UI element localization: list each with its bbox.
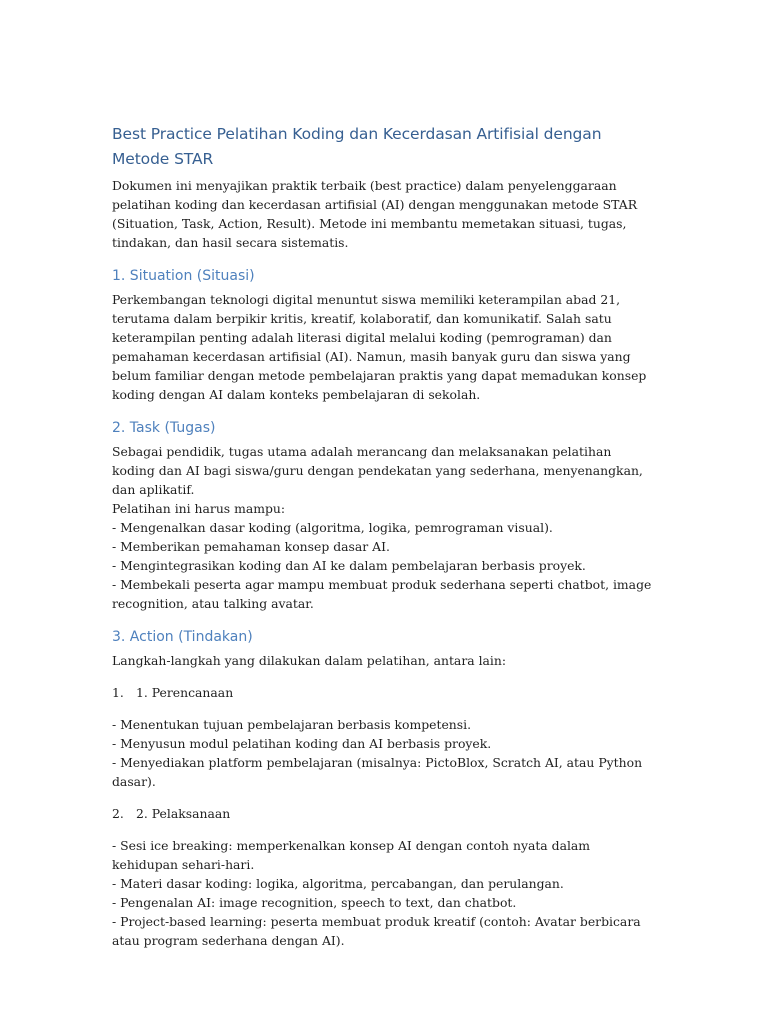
situation-heading: 1. Situation (Situasi)	[112, 268, 255, 284]
task-heading: 2. Task (Tugas)	[112, 420, 216, 436]
action-intro: Langkah-langkah yang dilakukan dalam pelatihan, antara lain:	[112, 653, 507, 668]
task-paragraph: Sebagai pendidik, tugas utama adalah merancang dan melaksanakan pelatihan koding dan AI bagi siswa/guru dengan pendekatan yang sederhana, menyenangkan, dan aplikatif. Pelatihan ini harus mampu: - Mengenalkan dasar koding (algoritma, logika, pemrograman visual). - Memberikan pemahaman konsep dasar AI. - Mengintegrasikan koding dan AI ke dalam pembelajaran berbasis proyek. - Membekali peserta agar mampu membuat produk sederhana seperti chatbot, image recognition, atau talking avatar.	[112, 444, 652, 611]
situation-paragraph: Perkembangan teknologi digital menuntut siswa memiliki keterampilan abad 21, terutama dalam berpikir kritis, kreatif, kolaboratif, dan komunikatif. Salah satu keterampilan penting adalah literasi digital melalui koding (pemrograman) dan pemahaman kecerdasan artifisial (AI). Namun, masih banyak guru dan siswa yang belum familiar dengan metode pembelajaran praktis yang dapat memadukan konsep koding dengan AI dalam konteks pembelajaran di sekolah.	[112, 292, 647, 402]
step-2-item	[112, 804, 652, 823]
intro-paragraph: Dokumen ini menyajikan praktik terbaik (best practice) dalam penyelenggaraan pelatihan koding dan kecerdasan artifisial (AI) dengan menggunakan metode STAR (Situation, Task, Action, Result). Metode ini membantu memetakan situasi, tugas, tindakan, dan hasil secara sistematis.	[112, 178, 638, 250]
step-1-label: 1. Perencanaan	[136, 685, 234, 700]
step-1-body: - Menentukan tujuan pembelajaran berbasis kompetensi. - Menyusun modul pelatihan koding dan AI berbasis proyek. - Menyediakan platform pembelajaran (misalnya: PictoBlox, Scratch AI, atau Python dasar).	[112, 717, 643, 789]
step-2-number: 2.	[112, 806, 124, 821]
step-2-body: - Sesi ice breaking: memperkenalkan konsep AI dengan contoh nyata dalam kehidupan sehari-hari. - Materi dasar koding: logika, algoritma, percabangan, dan perulangan. - Pengenalan AI: image recognition, speech to text, dan chatbot. - Project-based learning: peserta membuat produk kreatif (contoh: Avatar berbicara atau program sederhana dengan AI).	[112, 838, 641, 948]
document-page	[112, 122, 652, 950]
step-2-label: 2. Pelaksanaan	[136, 806, 231, 821]
step-1-item	[112, 683, 652, 702]
action-heading: 3. Action (Tindakan)	[112, 629, 253, 645]
document-title: Best Practice Pelatihan Koding dan Kecerdasan Artifisial dengan Metode STAR	[112, 125, 602, 168]
step-1-number: 1.	[112, 685, 124, 700]
